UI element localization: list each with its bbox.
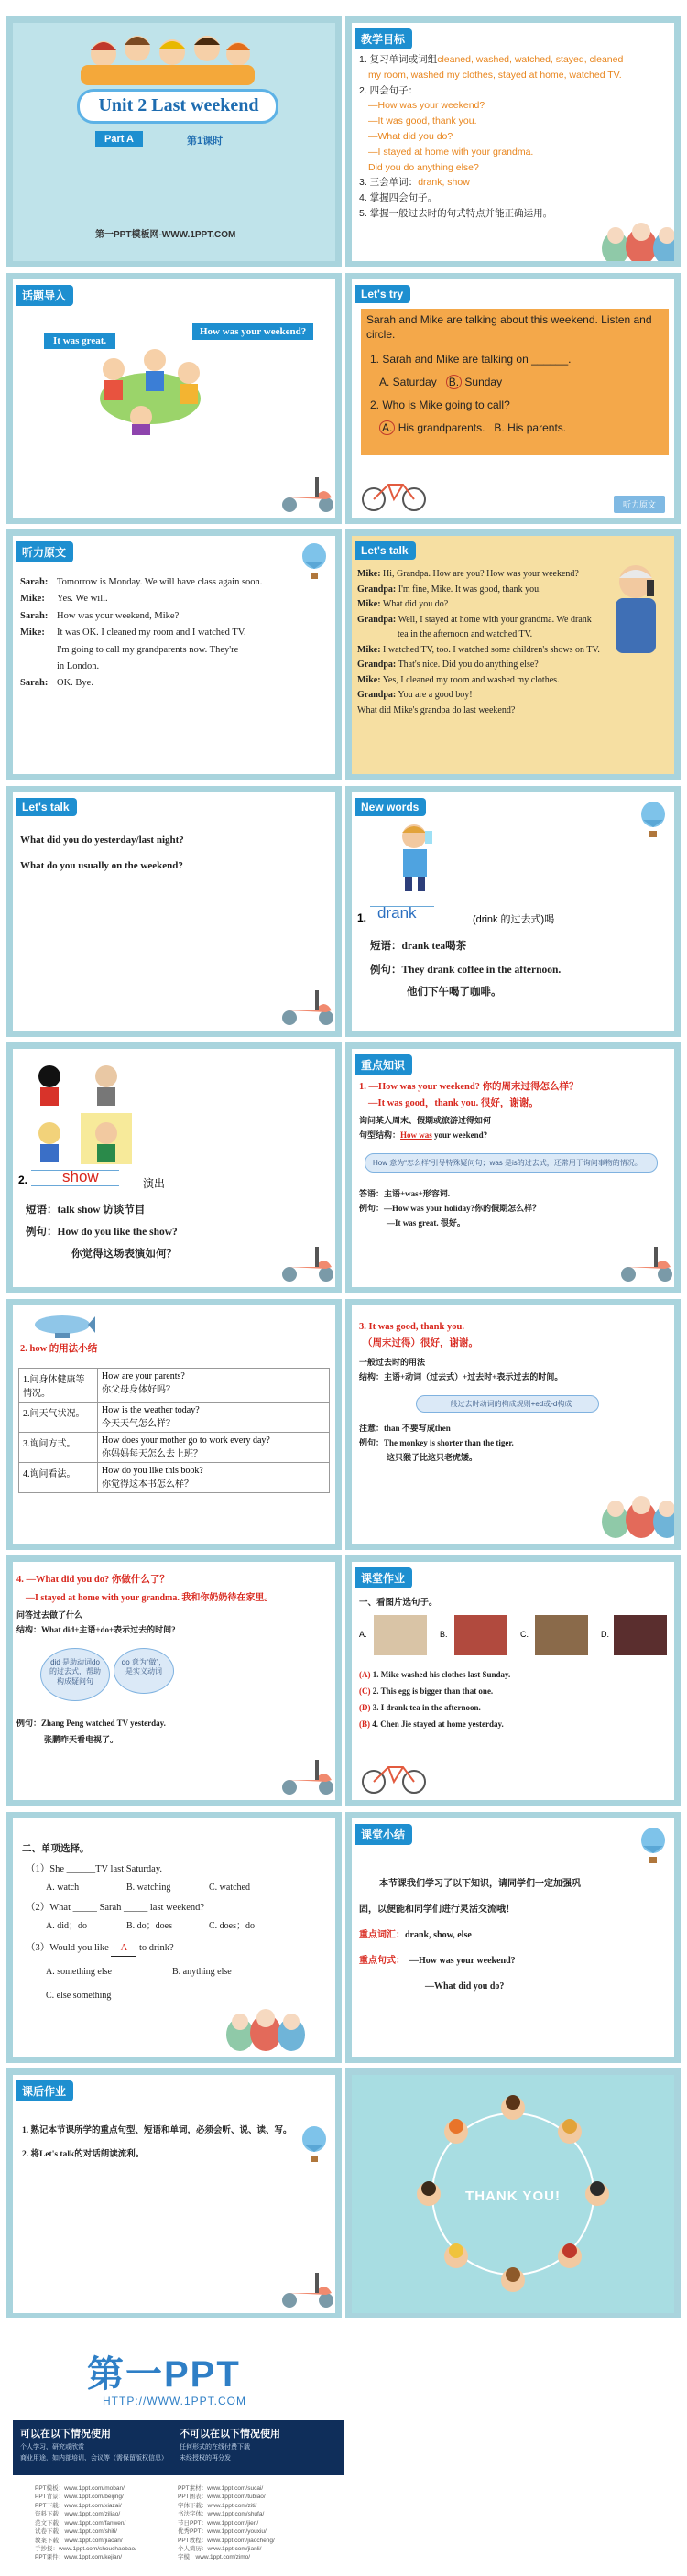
table-cell: How do you like this book? 你觉得这本书怎么样？ (98, 1463, 330, 1493)
slide-2-objectives (345, 16, 681, 267)
word-example: 例句：How do you like the show? (26, 1227, 178, 1238)
table-cell: How does your mother go to work every day? 你妈妈每天怎么去上班？ (98, 1433, 330, 1463)
mc-q2: （2）What _____ Sarah _____ last weekend? (26, 1903, 205, 1913)
matryoshka-dolls-icon (599, 215, 681, 265)
slide-9-new-word-show (6, 1042, 342, 1293)
usage-can-1: 个人学习、研究或欣赏 (20, 2444, 84, 2450)
page-title: Unit 2 Last weekend (98, 95, 259, 115)
summary-line-1: 本节课我们学习了以下知识，请同学们一定加强巩 (379, 1879, 581, 1889)
note-box: How 意为“怎么样”引导特殊疑问句；was 是is的过去式，还常用于询问事物的情况。 (365, 1153, 658, 1173)
q1-option-a: A. Saturday (379, 376, 437, 388)
cw-heading: 一、看图片选句子。 (359, 1599, 438, 1608)
transcript-button[interactable]: 听力原文 (614, 496, 665, 513)
slide-12-past-tense (345, 1299, 681, 1550)
slide-14-classwork (345, 1555, 681, 1806)
footer-link[interactable]: PPT教程：www.1ppt.com/jiaocheng/ (178, 2537, 275, 2544)
table-row (19, 1403, 330, 1433)
slide-tag: 课堂作业 (355, 1567, 412, 1588)
site-text: 第一PPT模板网-WWW.1PPT.COM (95, 230, 236, 240)
obj-2-q4: —I stayed at home with your grandma. (368, 146, 534, 158)
table-row (19, 1463, 330, 1493)
dialogue-line: Sarah: How was your weekend, Mike? (20, 610, 180, 621)
tense-note: 注意：than 不要写成then (359, 1424, 451, 1433)
slide-tag: 课堂小结 (355, 1824, 412, 1845)
cw-questions (359, 1666, 510, 1732)
dialogue-line: Mike: It was OK. I cleaned my room and I watched TV. (20, 628, 246, 639)
slide-6-lets-talk (345, 529, 681, 780)
summary-sentence: 重点句式： —How was your weekend? (359, 1956, 516, 1966)
did-oval: did 是助动词do的过去式，帮助构成疑问句 (40, 1648, 110, 1701)
footer-link[interactable]: 个人简历：www.1ppt.com/jianli/ (178, 2545, 262, 2552)
usage-cant-2: 未经授权的再分发 (180, 2455, 231, 2461)
cw-question: (D) 3. I drank tea in the afternoon. (359, 1703, 481, 1712)
q1-options (379, 375, 502, 389)
usage-can-title: 可以在以下情况使用 (20, 2429, 111, 2440)
new-word: show (62, 1168, 99, 1185)
summary-sentence-2: —What did you do? (425, 1981, 505, 1992)
mc-q1: （1）She ______TV last Saturday. (26, 1864, 163, 1874)
table-row (19, 1369, 330, 1403)
slide-tag: 听力原文 (16, 541, 73, 562)
how-heading: 2. how 的用法小结 (20, 1344, 98, 1354)
footer-link[interactable]: 手抄报：www.1ppt.com/shouchaobao/ (35, 2545, 136, 2552)
wd-line-1: 问答过去做了什么 (16, 1610, 83, 1620)
footer-link[interactable]: 优秀PPT：www.1ppt.com/youxiu/ (178, 2528, 267, 2536)
dialogue-line: Sarah: Tomorrow is Monday. We will have class again soon. (20, 577, 263, 587)
tense-heading-1: 3. It was good, thank you. (359, 1322, 464, 1332)
bicycle-icon (359, 472, 431, 512)
question-1: 1. Sarah and Mike are talking on ______. (370, 353, 572, 366)
usage-can-2: 商业用途，如内部培训、会议等（需保留版权信息） (20, 2455, 168, 2461)
summary-vocab: 重点词汇：drank, show, else (359, 1930, 472, 1940)
slide-tag: 重点知识 (355, 1054, 412, 1075)
slide-3-lead-in (6, 273, 342, 524)
cw-question: (C) 2. This egg is bigger than that one. (359, 1686, 494, 1696)
table-row (19, 1433, 330, 1463)
obj-5: 5. 掌握一般过去时的句式特点并能正确运用。 (359, 207, 553, 219)
q2-option-a: His grandparents. (398, 421, 485, 434)
matryoshka-dolls-icon (599, 1489, 681, 1538)
dialogue-line: in London. (57, 660, 100, 671)
table-cell: How are your parents? 你父母身体好吗？ (98, 1369, 330, 1403)
footer-link[interactable]: 范文下载：www.1ppt.com/fanwen/ (35, 2519, 126, 2527)
picture-a (374, 1615, 427, 1655)
slide-tag: Let's talk (355, 541, 416, 560)
obj-1-words-2: my room, washed my clothes, stayed at home, watched TV. (368, 69, 622, 81)
slide-tag: Let's try (355, 285, 410, 303)
matryoshka-dolls-icon (224, 2002, 306, 2051)
key-heading-2: —It was good，thank you. 很好，谢谢。 (368, 1098, 539, 1108)
cw-image-row (359, 1615, 671, 1657)
wd-heading-2: —I stayed at home with your grandma. 我和你奶奶待在家里。 (26, 1593, 274, 1603)
slide-tag: 教学目标 (355, 28, 412, 49)
q1-option-b-letter: B. (446, 375, 462, 389)
how-usage-table (18, 1368, 330, 1493)
word-example: 例句：They drank coffee in the afternoon. (370, 965, 562, 976)
tense-heading-2: （周末过得）很好，谢谢。 (363, 1338, 478, 1348)
key-answer: 答语：主语+was+形容词. (359, 1189, 451, 1198)
obj-2-q3: —What did you do? (368, 130, 453, 142)
mc-heading: 二、单项选择。 (22, 1844, 90, 1854)
wd-example-cn: 张鹏昨天看电视了。 (44, 1735, 119, 1744)
obj-1-words: cleaned, washed, watched, stayed, cleaned (437, 54, 624, 65)
footer-link[interactable]: 字模：www.1ppt.com/zimo/ (178, 2554, 251, 2561)
table-cell: How is the weather today? 今天天气怎么样？ (98, 1403, 330, 1433)
airship-icon (31, 1313, 95, 1340)
obj-4: 4. 掌握四会句子。 (359, 192, 438, 204)
link-list-2 (178, 2484, 275, 2562)
table-cell: 3.询问方式。 (19, 1433, 98, 1463)
do-oval: do 意为“做”，是实义动词 (114, 1648, 174, 1694)
table-cell: 1.问身体健康等情况。 (19, 1369, 98, 1403)
part-badge: Part A (95, 131, 143, 147)
q2-options (379, 420, 566, 435)
brand-logo: 第一PPT (87, 2354, 241, 2395)
hot-air-balloon-icon (299, 543, 330, 582)
brand-url: HTTP://WWW.1PPT.COM (103, 2395, 246, 2407)
scooter-icon (278, 472, 339, 514)
slide-16-summary (345, 1812, 681, 2063)
new-word: drank (377, 904, 417, 922)
scooter-icon (278, 985, 339, 1027)
footer-link[interactable]: PPT模板：www.1ppt.com/moban/ (35, 2485, 125, 2492)
footer-link[interactable]: 书法字体：www.1ppt.com/shufa/ (178, 2511, 265, 2518)
key-structure: 句型结构：How was your weekend? (359, 1130, 488, 1140)
option-label: A. (359, 1630, 367, 1639)
footer-link[interactable]: 教案下载：www.1ppt.com/jiaoan/ (35, 2537, 123, 2544)
slide-10-key-points (345, 1042, 681, 1293)
scooter-icon (617, 1241, 678, 1283)
talk-dialogue: Mike: Hi, Grandpa. How are you? How was your weekend? Grandpa: I'm fine, Mike. It was good, thank you. Mike: What did you do? Grandpa: Well, I stayed at home with your grandma. We drank tea in the afternoon and watched TV. Mike: I watched TV, too. I watched some children's shows on TV. Grandpa: That's nice. Did you do anything else? Mike: Yes, I cleaned my room and washed my clothes. Grandpa: You are a good boy! What did Mike's grandpa do last weekend? (357, 569, 600, 715)
question-2: 2. Who is Mike going to call? (370, 398, 510, 411)
slide-1-title (6, 16, 342, 267)
word-hint: (drink 的过去式)喝 (473, 914, 555, 925)
cw-question: (A) 1. Mike washed his clothes last Sunday. (359, 1670, 511, 1679)
slide-15-multiple-choice (6, 1812, 342, 2063)
q2-option-b: B. His parents. (494, 421, 567, 434)
hot-air-balloon-icon (638, 802, 669, 840)
key-example: 例句：—How was your holiday?你的假期怎么样？ (359, 1204, 541, 1213)
lets-try-intro: Sarah and Mike are talking about this weekend. Listen and circle. (366, 313, 652, 342)
dialogue-line: I'm going to call my grandparents now. They're (57, 644, 239, 655)
word-number: 2. (18, 1173, 28, 1186)
obj-2-q5: Did you do anything else? (368, 161, 479, 173)
homework-line-1: 1. 熟记本节课所学的重点句型、短语和单词，必须会听、说、读、写。 (22, 2126, 292, 2135)
key-heading-1: 1. —How was your weekend? 你的周末过得怎么样？ (359, 1082, 579, 1092)
footer-link[interactable]: PPT素材：www.1ppt.com/sucai/ (178, 2485, 264, 2492)
wd-example: 例句：Zhang Peng watched TV yesterday. (16, 1719, 166, 1728)
picture-c (535, 1615, 588, 1655)
dialogue-line: Sarah: OK. Bye. (20, 678, 93, 689)
obj-2-label: 2. 四会句子： (359, 84, 419, 96)
lesson-label: 第1课时 (187, 136, 224, 147)
word-phrase: 短语：drank tea喝茶 (370, 941, 467, 952)
slide-5-transcript (6, 529, 342, 780)
slide-18-thank-you (345, 2068, 681, 2319)
usage-cant-1: 任何形式的在线付费下载 (180, 2444, 250, 2450)
tense-line-1: 一般过去时的用法 (359, 1358, 426, 1367)
obj-3-words: drank, show (418, 177, 470, 189)
scooter-icon (278, 1241, 339, 1283)
tense-structure: 结构：主语+动词（过去式）+过去时+表示过去的时间。 (359, 1372, 563, 1381)
footer-link[interactable]: 资料下载：www.1ppt.com/ziliao/ (35, 2511, 121, 2518)
dialogue-line: Mike: Yes. We will. (20, 594, 108, 605)
kids-illustration (81, 28, 255, 87)
transcript-dialogue (20, 574, 332, 693)
word-meaning: 演出 (143, 1177, 166, 1190)
slide-8-new-words (345, 786, 681, 1037)
mc-q3: （3）Would you like A to drink? (26, 1941, 174, 1957)
q2-option-a-letter: A. (379, 420, 395, 435)
homework-line-2: 2. 将Let's talk的对话朗读流利。 (22, 2150, 145, 2159)
brand-footer (0, 2318, 687, 2576)
option-label: B. (440, 1630, 448, 1639)
slide-13-what-did-you-do (6, 1555, 342, 1806)
boy-drinking-illustration (388, 820, 443, 893)
talk-question-1: What did you do yesterday/last night? (20, 835, 184, 846)
scooter-icon (278, 1754, 339, 1796)
word-example-cn: 你觉得这场表演如何？ (71, 1249, 177, 1260)
slide-tag: New words (355, 798, 426, 816)
tense-example-cn: 这只猴子比这只老虎矮。 (387, 1453, 478, 1462)
kids-table-illustration (86, 344, 214, 435)
link-list-1 (35, 2484, 136, 2562)
footer-link[interactable]: PPT课件：www.1ppt.com/kejian/ (35, 2554, 123, 2561)
picture-d (614, 1615, 667, 1655)
footer-link[interactable]: 试卷下载：www.1ppt.com/shiti/ (35, 2528, 117, 2536)
wd-structure: 结构：What did+主语+do+表示过去的时间? (16, 1625, 176, 1634)
word-number: 1. (357, 911, 367, 924)
obj-2-q2: —It was good, thank you. (368, 115, 477, 127)
tense-note-box: 一般过去时动词的构成规则+ed或-d构成 (416, 1395, 599, 1413)
hot-air-balloon-icon (638, 1828, 669, 1866)
picture-b (454, 1615, 507, 1655)
footer-link[interactable]: PPT背景：www.1ppt.com/beijing/ (35, 2494, 124, 2501)
mc-q2-options: A. did；do B. do；does C. does；do (46, 1921, 255, 1931)
scooter-icon (278, 2267, 339, 2309)
slide-11-how-usage (6, 1299, 342, 1550)
slide-7-lets-talk-questions (6, 786, 342, 1037)
key-example-answer: —It was great. 很好。 (387, 1218, 465, 1228)
summary-line-2: 固，以便能和同学们进行灵活交流哦！ (359, 1905, 515, 1915)
key-line-1: 询问某人周末、假期或旅游过得如何 (359, 1116, 492, 1125)
mc-q3-option-c: C. else something (46, 1991, 112, 2001)
footer-link[interactable]: PPT下载：www.1ppt.com/xiazai/ (35, 2502, 122, 2509)
mc-q1-options: A. watch B. watching C. watched (46, 1883, 250, 1893)
word-phrase: 短语：talk show 访谈节目 (26, 1205, 146, 1216)
table-cell: 2.问天气状况。 (19, 1403, 98, 1433)
cartoon-show-illustration (24, 1056, 134, 1166)
cw-question: (B) 4. Chen Jie stayed at home yesterday. (359, 1719, 504, 1729)
q1-option-b: Sunday (464, 376, 503, 388)
wd-heading-1: 4. —What did you do? 你做什么了？ (16, 1575, 169, 1585)
slide-tag: 话题导入 (16, 285, 73, 306)
speech-bubble-1: It was great. (44, 333, 115, 349)
talk-question-2: What do you usually on the weekend? (20, 860, 183, 871)
obj-1-label: 1. 复习单词或词组 (359, 54, 438, 65)
speech-bubble-2: How was your weekend? (192, 323, 313, 340)
slide-4-lets-try (345, 273, 681, 524)
thank-you-text: THANK YOU! (465, 2189, 561, 2204)
option-label: C. (520, 1630, 529, 1639)
tense-example: 例句：The monkey is shorter than the tiger. (359, 1438, 514, 1447)
footer-link[interactable]: 字体下载：www.1ppt.com/ziti/ (178, 2502, 257, 2509)
hot-air-balloon-icon (299, 2126, 330, 2165)
word-example-cn: 他们下午喝了咖啡。 (407, 987, 502, 998)
bicycle-icon (359, 1754, 431, 1795)
table-cell: 4.询问看法。 (19, 1463, 98, 1493)
option-label: D. (601, 1630, 609, 1639)
footer-link[interactable]: PPT图表：www.1ppt.com/tubiao/ (178, 2494, 266, 2501)
usage-cant-title: 不可以在以下情况使用 (180, 2429, 280, 2440)
slide-tag: 课后作业 (16, 2080, 73, 2101)
obj-3-label: 3. 三会单词： (359, 177, 419, 189)
objectives-text (359, 52, 680, 222)
slide-tag: Let's talk (16, 798, 77, 816)
mc-q3-option-ab: A. something else B. anything else (46, 1967, 232, 1977)
slide-17-homework (6, 2068, 342, 2319)
footer-link[interactable]: 节日PPT：www.1ppt.com/jieri/ (178, 2519, 259, 2527)
obj-2-q1: —How was your weekend? (368, 100, 485, 112)
